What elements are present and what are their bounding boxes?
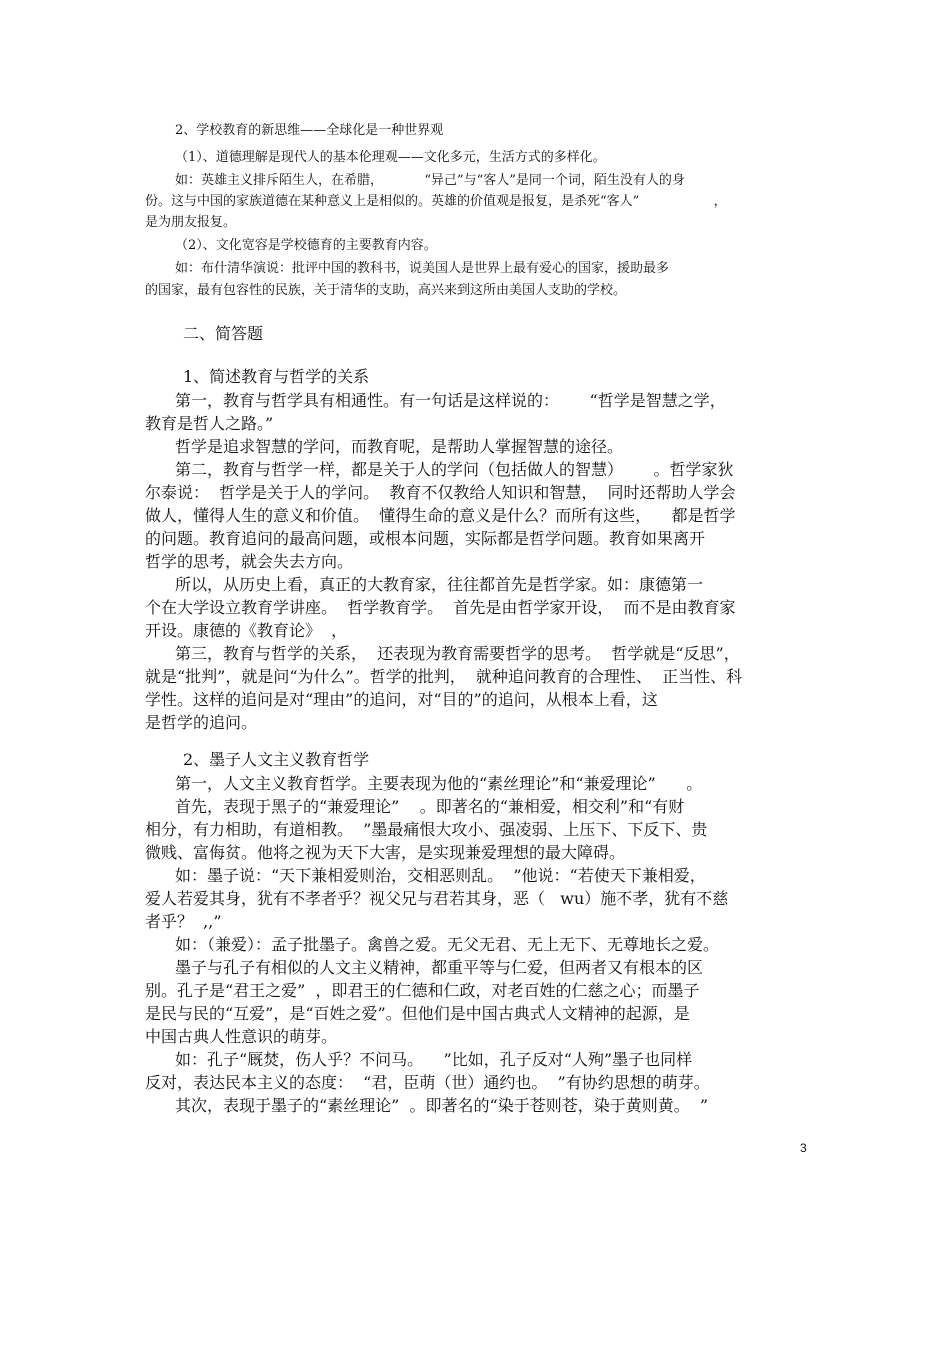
q2-line: 中国古典人性意识的萌芽。 [145, 1027, 338, 1046]
q1-line: 哲学是追求智慧的学问，而教育呢，是帮助人掌握智慧的途径。 [175, 437, 624, 456]
section2-heading: 二、简答题 [183, 324, 264, 343]
section1-title: 2、学校教育的新思维——全球化是一种世界观 [175, 123, 444, 138]
section1-example1-line: 份。这与中国的家族道德在某种意义上是相似的。英雄的价值观是报复，是杀死“客人” ， [145, 194, 727, 209]
q2-line: 微贱、富侮贫。他将之视为天下大害，是实现兼爱理想的最大障碍。 [145, 843, 626, 862]
q1-line: 开设。康德的《教育论》 ， [145, 621, 348, 640]
q1-line: 是哲学的追问。 [145, 713, 258, 732]
q2-line: 爱人若爱其身，犹有不孝者乎？视父兄与君若其身，恶（ wu）施不孝，犹有不慈 [145, 889, 729, 908]
q2-line: 是民与民的“互爱”，是“百姓之爱”。但他们是中国古典式人文精神的起源，是 [145, 1004, 690, 1023]
section1-example1-line: 如：英雄主义排斥陌生人，在希腊， “异己”与“客人”是同一个词，陌生没有人的身 [175, 173, 685, 188]
section1-example1-line: 是为朋友报复。 [145, 215, 237, 230]
q2-line: 首先，表现于黑子的“兼爱理论” 。即著名的“兼相爱，相交利”和“有财 [175, 797, 685, 816]
q2-line: 墨子与孔子有相似的人文主义精神，都重平等与仁爱，但两者又有根本的区 [175, 958, 704, 977]
q1-line: 尔泰说： 哲学是关于人的学问。 教育不仅教给人知识和智慧， 同时还帮助人学会 [145, 483, 736, 502]
q1-line: 第三，教育与哲学的关系， 还表现为教育需要哲学的思考。 哲学就是“反思”， [175, 644, 740, 663]
q1-line: 个在大学设立教育学讲座。 哲学教育学。 首先是由哲学家开设， 而不是由教育家 [145, 598, 736, 617]
section1-item2: （2）、文化宽容是学校德育的主要教育内容。 [175, 238, 437, 253]
q2-line: 第一，人文主义教育哲学。主要表现为他的“素丝理论”和“兼爱理论” 。 [175, 774, 703, 793]
q2-line: 相分，有力相助，有道相教。 ”墨最痛恨大攻小、强凌弱、上压下、下反下、贵 [145, 820, 708, 839]
q1-line: 做人，懂得人生的意义和价值。 懂得生命的意义是什么？而所有这些， 都是哲学 [145, 506, 736, 525]
q1-line: 第二，教育与哲学一样，都是关于人的学问（包括做人的智慧） 。哲学家狄 [175, 460, 734, 479]
q2-line: 如：（兼爱）：孟子批墨子。禽兽之爱。无父无君、无上无下、无尊地长之爱。 [175, 935, 720, 954]
q2-line: 别。孔子是“君王之爱” ，即君王的仁德和仁政，对老百姓的仁慈之心；而墨子 [145, 981, 700, 1000]
section1-item1: （1）、道德理解是现代人的基本伦理观——文化多元，生活方式的多样化。 [175, 150, 606, 165]
q1-line: 哲学的思考，就会失去方向。 [145, 552, 354, 571]
q1-line: 学性。这样的追问是对“理由”的追问，对“目的”的追问，从根本上看，这 [145, 690, 658, 709]
page-number: 3 [800, 1141, 807, 1155]
q2-line: 者乎？ ,,” [145, 912, 222, 931]
q1-line: 教育是哲人之路。” [145, 414, 274, 433]
q2-line: 其次，表现于墨子的“素丝理论” 。即著名的“染于苍则苍，染于黄则黄。 ” [175, 1096, 709, 1115]
q1-line: 就是“批判”，就是问“为什么”。哲学的批判， 就种追问教育的合理性、 正当性、科 [145, 667, 743, 686]
section1-example2-line: 如：布什清华演说：批评中国的教科书，说美国人是世界上最有爱心的国家，援助最多 [175, 261, 670, 276]
section1-example2-line: 的国家，最有包容性的民族，关于清华的支助，高兴来到这所由美国人支助的学校。 [145, 283, 627, 298]
q2-line: 如：墨子说：“天下兼相爱则治，交相恶则乱。 ”他说：“若使天下兼相爱， [175, 866, 706, 885]
q1-title: 1、简述教育与哲学的关系 [183, 367, 370, 386]
q2-line: 反对，表达民本主义的态度： “君，臣萌（世）通约也。 ”有协约思想的萌芽。 [145, 1073, 710, 1092]
q2-line: 如：孔子“厩焚，伤人乎？不问马。 ”比如，孔子反对“人殉”墨子也同样 [175, 1050, 693, 1069]
q2-title: 2、墨子人文主义教育哲学 [183, 750, 370, 769]
q1-line: 的问题。教育追问的最高问题，或根本问题，实际都是哲学问题。教育如果离开 [145, 529, 706, 548]
q1-line: 所以，从历史上看，真正的大教育家，往往都首先是哲学家。如：康德第一 [175, 575, 704, 594]
q1-line: 第一，教育与哲学具有相通性。有一句话是这样说的： “哲学是智慧之学， [175, 391, 726, 410]
